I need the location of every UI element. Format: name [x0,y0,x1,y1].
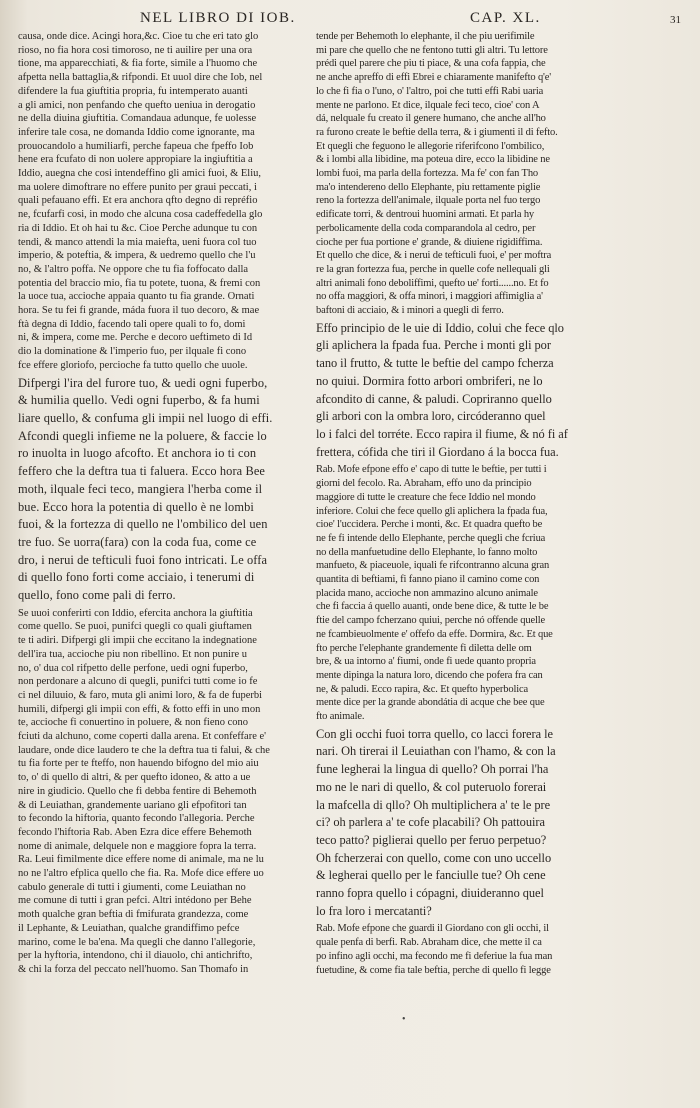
text-line: gli aplichera la fpada fua. Perche i monti gli por [316,338,551,353]
text-line: il Lephante, & Leuiathan, qualche grandiffimo pefce [18,922,240,934]
text-line: fuoi, & la fortezza di quello ne l'ombilico del uen [18,517,268,532]
text-line: ria di Iddio. Et oh hai tu &c. Cioe Perche adunque tu con [18,222,258,234]
right-column [316,30,616,978]
text-line: ni, & impera, come me. Perche e decoro ueftimeto di Id [18,332,253,344]
text-line: ne fcambieuolmente e' offefo da effe. Dormira, &c. Et que [316,628,553,640]
text-line: come quello. Se puoi, punifci quegli co quali giuftamen [18,621,252,633]
commentary-paragraph [18,30,312,373]
text-line: Con gli occhi fuoi torra quello, co lacci forera le [316,726,553,741]
text-line: mi pare che quello che ne fentono tutti gli altri. Tu lettore [316,44,548,56]
chapter-heading: CAP. XL. [470,10,541,26]
text-line: mente ne parlono. Et dice, ilquale feci teco, cioe' con A [316,99,540,111]
text-line: no ne l'altro efplica quello che fia. Ra. Mofe dice effere uo [18,868,264,880]
text-line: dell'ira tua, accioche piu non ribellino. Et non punire u [18,648,248,660]
text-line: dá, nelquale fu creato il genere humano, che anche all'ho [316,113,546,125]
text-line: mente dipinga la natura loro, dicendo che pofera fra can [316,669,543,681]
text-line: tende per Behemoth lo elephante, il che piu uerifimile [316,31,535,42]
text-line: difendere la fua giuftitia propria, fu intemperato auanti [18,85,248,97]
text-line: tione, ma apparecchiati, & fia forte, simile a l'huomo che [18,58,258,70]
text-line: fune legherai la lingua di quello? Oh porrai l'ha [316,762,549,777]
text-line: & chi la forza del peccato nell'huomo. San Thomafo in [18,964,249,975]
text-line: & i lombi alla libidine, ma poteua dire, ecco la libidine ne [316,154,550,166]
text-line: cioche per fua portione e' grande, & diuiene rigidiffima. [316,236,543,248]
text-line: lo fra loro i mercatanti? [316,903,432,918]
text-line: cioe' l'uccidera. Perche i monti, &c. Et quadra quefto be [316,519,543,531]
scripture-passage [316,319,616,462]
text-line: bue. Ecco hora la potentia di quello è ne lombi [18,499,254,514]
text-line: me comune di tutti i gran pefci. Altri intédono per Behe [18,895,252,907]
text-line: quale penfa di berfi. Rab. Abraham dice, che mette il ca [316,937,542,949]
text-line: no quiui. Dormira fotto arbori ombriferi, ne lo [316,373,543,388]
text-line: non perdonare a alcuno di quegli, punifci tutti come io fe [18,676,258,688]
text-line: feffero che la deftra tua ti faluera. Ecco hora Bee [18,464,266,479]
text-line: moth, ilquale feci teco, mangiera l'herba come il [18,481,263,496]
commentary-paragraph [18,606,312,977]
text-line: hora. Se tu fei fi grande, máda fuora il tuo decoro, & mae [18,305,260,317]
text-line: maggiore di tutte le creature che fece Iddio nel mondo [316,491,536,503]
text-line: dro, i nerui de tefticuli fuoi fono intricati. Le offa [18,552,268,567]
text-line: altri animali fono deboliffimi, quefto ue' forti......no. Et fo [316,277,549,289]
text-line: lo che fi fia o l'uno, o' l'altro, poi che tutti effi Rabi uaria [316,85,544,97]
text-line: ci? oh parlera a' te cofe placabili? Oh pattouira [316,815,545,830]
text-line: & di Leuiathan, grandemente uariano gli efpofitori tan [18,799,247,811]
text-line: afcondito di canne, & paludi. Copriranno quello [316,391,552,406]
text-line: teco patto? piglierai quello per feruo perpetuo? [316,832,547,847]
text-line: per la hyftoria, intendono, chi il diauolo, chi antichrifto, [18,950,253,962]
text-line: Difpergi l'ira del furore tuo, & uedi ogni fuperbo, [18,375,268,390]
text-line: & humilia quello. Vedi ogni fuperbo, & fa humi [18,393,260,408]
text-line: la uoce tua, accioche appaia quanto tu fia grande. Ornati [18,291,255,303]
ink-mark: • [402,1014,406,1025]
text-line: baftoni di acciaio, & i minori a quegli di ferro. [316,305,504,317]
text-line: no della manfuetudine dello Elephante, lo fanno molto [316,546,538,558]
text-line: nire in giudicio. Quello che fi debba fentire di Behemoth [18,785,257,797]
text-line: Rab. Mofe efpone effo e' capo di tutte le beftie, per tutti i [316,464,547,476]
commentary-paragraph [316,921,616,977]
text-line: ma uolere dimoftrare no effere punito per graui peccati, i [18,181,257,193]
text-line: tendi, & manco attendi la mia maiefta, ueni fuora col tuo [18,236,257,248]
text-line: potentia del braccio mio, fia tu potete, tuona, & fremi con [18,277,261,289]
text-line: fto perche l'elephante grandemente fi diletta delle om [316,642,532,654]
text-line: fce effere gloriofo, percioche fa tutto quello che uuole. [18,359,248,371]
text-line: tu fia forte per te fteffo, non hauendo bifogno del mio aiu [18,758,259,770]
text-line: ftie del campo fcherzano quiui, perche nó offende quelle [316,615,546,627]
text-line: nari. Oh tirerai il Leuiathan con l'hamo, & con la [316,744,556,759]
text-line: inferire tale cosa, ne domanda Iddio come ignorante, ma [18,126,255,138]
text-line: bre, & ua intorno a' fiumi, onde fi uede quanto propria [316,656,536,668]
text-line: ftà degna di Iddio, facendo tali opere quali to fo, domi [18,318,246,330]
text-line: imperio, & poteftia, & impera, & uedremo quello che l'u [18,250,256,262]
text-line: che fi faccia á quello auanti, onde bene dice, & tutte le be [316,601,549,613]
text-line: tre fuo. Se uorra(fara) con la coda fua, come ce [18,534,257,549]
text-line: lo i falci del torréte. Ecco rapira il fiume, & nó fi af [316,426,568,441]
text-line: to, o' di quello di altri, & per quefto idoneo, & atto a ue [18,772,251,784]
text-line: rioso, no fia hora cosi timoroso, ne ti auilire per una ora [18,44,253,56]
text-line: fecondo l'hiftoria Rab. Aben Ezra dice effere Behemoth [18,826,252,838]
text-line: mo ne le nari di quello, & col puteruolo forerai [316,779,547,794]
running-head [0,10,700,32]
text-line: no, o' dua col rifpetto delle perfone, uedi ogni fuperbo, [18,662,248,674]
text-line: po infino agli occhi, ma fecondo me fi deferiue la fua man [316,950,553,962]
text-line: te ti adiri. Difpergi gli impii che eccitano la indegnatione [18,635,257,647]
text-line: frettera, cófida che tiri il Giordano á la bocca fua. [316,444,559,459]
text-line: Et quegli che feguono le allegorie riferifcono l'ombilico, [316,140,545,152]
text-line: ranno fopra quello i cópagni, diuideranno quel [316,886,544,901]
text-line: di quello fono forti come acciaio, i tenerumi di [18,570,255,585]
text-line: a gli amici, non penfando che quefto ueniua in derogatio [18,99,256,111]
text-line: reno la fortezza dell'animale, ilquale porta nel fuo tergo [316,195,541,207]
text-line: fto animale. [316,711,365,723]
text-line: & legherai quello per le fanciulle tue? Oh cene [316,868,546,883]
text-line: ne della diuina giuftitia. Comandaua adunque, fe uolesse [18,113,257,125]
text-line: ne fe fi intende dello Elephante, perche quegli che fcriua [316,532,546,544]
text-line: gli arbori con la ombra loro, circóderanno quel [316,409,546,424]
text-line: ma'o intendereno dello Elephante, piu rettamente piglie [316,181,541,193]
text-line: manfueto, & piaceuole, iquali fe rifcontranno alcuna gran [316,560,550,572]
commentary-paragraph [316,462,616,723]
text-line: laudare, onde dice laudero te che la deftra tua ti falui, & che [18,744,270,756]
text-line: ro inuolta in luogo afcofto. Et anchora io ti con [18,446,257,461]
left-column [18,30,312,978]
text-line: Effo principio de le uie di Iddio, colui che fece qlo [316,320,564,335]
text-line: quantita di beftiami, fi fanno piano il camino come con [316,574,540,586]
text-line: ne anche apreffo di effi Ebrei e chiaramente manifefto q'e' [316,72,552,84]
text-line: moth qualche gran beftia di fmifurata grandezza, come [18,909,249,921]
text-line: te, accioche fi conuertino in poluere, & non fieno cono [18,717,249,729]
text-line: perbolicamente della coda comparandola al cedro, per [316,222,536,234]
text-line: hene era fcufato di non uolere appropiare la ingiuftitia a [18,154,253,166]
text-line: causa, onde dice. Acingi hora,&c. Cioe tu che eri tato glo [18,31,259,42]
text-line: Rab. Mofe efpone che guardi il Giordano con gli occhi, il [316,923,549,935]
text-line: inferiore. Colui che fece quello gli aplichera la fpada fua, [316,505,548,517]
text-line: Afcondi quegli infieme ne la poluere, & faccie lo [18,428,267,443]
scripture-passage [316,725,616,921]
text-line: prouocandolo a humiliarfi, perche fapeua che fpeffo Iob [18,140,254,152]
text-line: lombi fuoi, ma parla della fortezza. Ma fe' con fan Tho [316,168,539,180]
text-line: ne, & paludi. Ecco rapira, &c. Et quefto hyperbolica [316,683,529,695]
text-line: no, & l'altro poffa. Ne oppore che tu fia foffocato dalla [18,263,249,275]
folio-number: 31 [670,14,681,26]
text-line: ci nel diluuio, & faro, muta gli animi loro, & fa de fuperbi [18,689,263,701]
text-line: placida mano, accioche non ammazino alcuno animale [316,587,538,599]
text-line: re la gran fortezza fua, perche in quelle cofe nellequali gli [316,263,550,275]
text-line: Et quello che dice, & i nerui de tefticuli fuoi, e' per moftra [316,250,552,262]
text-line: liare quello, & confuma gli impii nel luogo di effi. [18,410,273,425]
text-line: prédi quel parere che piu ti piace, & una cofa fappia, che [316,58,546,70]
text-line: cabulo generale di tutti i giumenti, come Leuiathan no [18,881,246,893]
text-line: mente dice per la grande abondátia di acque che bee que [316,697,545,709]
text-line: edificate torri, & dentroui huomini armati. Et parla hy [316,209,535,221]
text-line: fuetudine, & come fia tale beftia, perche di quello fi legge [316,964,551,976]
text-line: nome di animale, delquele non e maggiore fopra la terra. [18,840,257,852]
text-line: marino, come le ba'ena. Ma quegli che danno l'allegorie, [18,936,256,948]
text-line: quello, fono come pali di ferro. [18,588,176,603]
running-head-title: NEL LIBRO DI IOB. [140,10,296,26]
text-line: tano il frutto, & tutte le beftie del campo fcherza [316,356,554,371]
scripture-passage [18,374,312,605]
text-line: dio la dominatione & l'imperio fuo, per ilquale fi cono [18,346,247,358]
text-line: humili, difpergi gli impii con effi, & fotto effi in uno mon [18,703,261,715]
text-line: quali pefauano effi. Et era anchora qfto degno di repréfio [18,195,258,207]
text-line: Ra. Leui fimilmente dice effere nome di animale, ma ne lu [18,854,264,866]
text-line: afpetta nella battaglia,& rifpondi. Et uuol dire che Iob, nel [18,72,263,84]
text-line: Iddio, auegna che cosi intendeffino gli amici fuoi, & Eliu, [18,168,261,180]
text-line: Oh fcherzerai con quello, come con uno uccello [316,850,552,865]
text-line: giorni del fecolo. Ra. Abraham, effo uno da principio [316,478,532,490]
commentary-paragraph [316,30,616,318]
text-line: fciuti da alchuno, come coperti dalla arena. Et confeffare e' [18,731,267,743]
text-line: to fecondo la hiftoria, quanto fecondo l'allegoria. Perche [18,813,255,825]
text-line: no offa maggiori, & offa minori, i maggiori affimiglia a' [316,291,543,303]
text-line: ne, fcufarfi cosi, in modo che alcuna cosa cadeffedella glo [18,209,263,221]
text-line: la mafcella di qllo? Oh multiplichera a' te le pre [316,797,551,812]
text-line: Se uuoi conferirti con Iddio, efercita anchora la giuftitia [18,607,253,619]
text-line: ra furono create le beftie della terra, & i giumenti il di fefto. [316,126,558,138]
